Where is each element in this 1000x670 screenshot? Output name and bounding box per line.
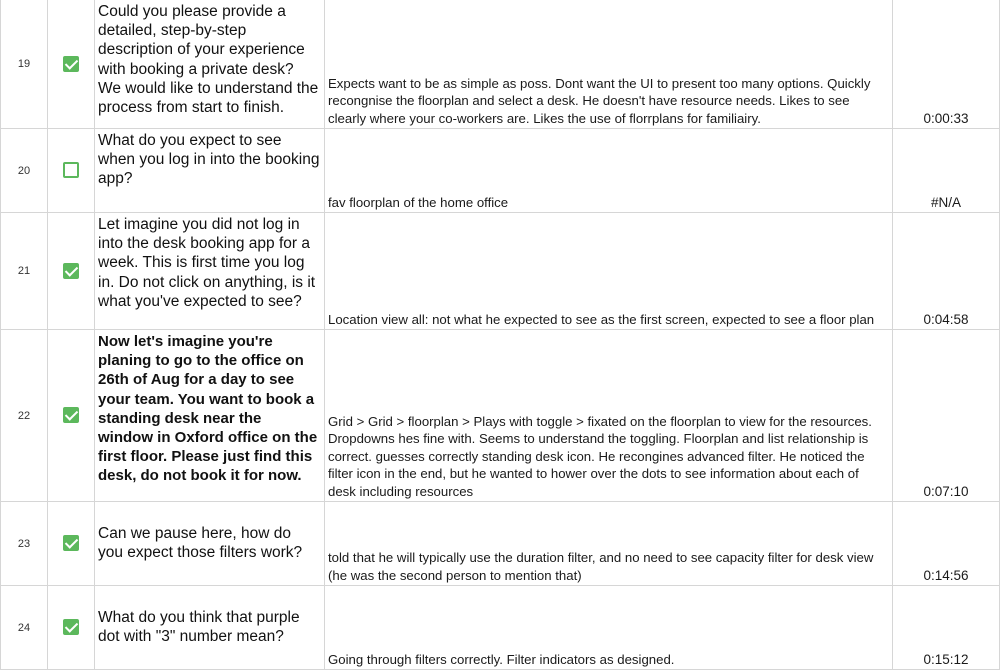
time-cell[interactable]: #N/A: [893, 129, 1000, 213]
question-cell[interactable]: What do you expect to see when you log in into the booking app?: [95, 129, 325, 213]
time-cell[interactable]: 0:04:58: [893, 213, 1000, 330]
notes-cell[interactable]: Expects want to be as simple as poss. Dont want the UI to present too many options. Quickly recongnise the floorplan and select a desk. He doesn't have resource needs. Likes to see clearly where your co-workers are. Likes the use of florrplans for familiairy.: [325, 0, 893, 129]
checkbox-checked-icon[interactable]: [63, 407, 79, 423]
checkbox-checked-icon[interactable]: [63, 263, 79, 279]
checkbox-unchecked-icon[interactable]: [63, 162, 79, 178]
checkbox-checked-icon[interactable]: [63, 56, 79, 72]
table-row: [1, 129, 1000, 213]
question-cell[interactable]: What do you think that purple dot with "3" number mean?: [95, 586, 325, 670]
question-cell[interactable]: Let imagine you did not log in into the desk booking app for a week. This is first time you log in. Do not click on anything, is it what you've expected to see?: [95, 213, 325, 330]
notes-cell[interactable]: told that he will typically use the duration filter, and no need to see capacity filter for desk view (he was the second person to mention that): [325, 502, 893, 586]
row-number[interactable]: 19: [1, 0, 48, 129]
row-number[interactable]: 21: [1, 213, 48, 330]
time-cell[interactable]: 0:07:10: [893, 330, 1000, 502]
question-cell[interactable]: Now let's imagine you're planing to go to the office on 26th of Aug for a day to see your team. You want to book a standing desk near the window in Oxford office on the first floor. Please just find this desk, do not book it for now.: [95, 330, 325, 502]
notes-cell[interactable]: Location view all: not what he expected to see as the first screen, expected to see a floor plan: [325, 213, 893, 330]
row-number[interactable]: 22: [1, 330, 48, 502]
notes-cell[interactable]: Grid > Grid > floorplan > Plays with toggle > fixated on the floorplan to view for the resources. Dropdowns hes fine with. Seems to understand the toggling. Floorplan and list relationship is correct. guesses correctly standing desk icon. He recongines advanced filter. He noticed the filter icon in the end, but he wanted to hower over the dots to see information about each of desk including resources: [325, 330, 893, 502]
table-row: [1, 502, 1000, 586]
question-cell[interactable]: Could you please provide a detailed, step-by-step description of your experience with booking a private desk? We would like to understand the process from start to finish.: [95, 0, 325, 129]
checkbox-cell[interactable]: [48, 502, 95, 586]
checkbox-checked-icon[interactable]: [63, 619, 79, 635]
row-number[interactable]: 24: [1, 586, 48, 670]
time-cell[interactable]: 0:14:56: [893, 502, 1000, 586]
table-row: [1, 330, 1000, 502]
checkbox-checked-icon[interactable]: [63, 535, 79, 551]
checkbox-cell[interactable]: [48, 213, 95, 330]
checkbox-cell[interactable]: [48, 330, 95, 502]
notes-cell[interactable]: fav floorplan of the home office: [325, 129, 893, 213]
notes-cell[interactable]: Going through filters correctly. Filter indicators as designed.: [325, 586, 893, 670]
table-row: [1, 0, 1000, 129]
row-number[interactable]: 23: [1, 502, 48, 586]
row-number[interactable]: 20: [1, 129, 48, 213]
question-cell[interactable]: Can we pause here, how do you expect those filters work?: [95, 502, 325, 586]
checkbox-cell[interactable]: [48, 129, 95, 213]
table-row: [1, 213, 1000, 330]
checkbox-cell[interactable]: [48, 586, 95, 670]
time-cell[interactable]: 0:15:12: [893, 586, 1000, 670]
table-row: [1, 586, 1000, 670]
time-cell[interactable]: 0:00:33: [893, 0, 1000, 129]
checkbox-cell[interactable]: [48, 0, 95, 129]
